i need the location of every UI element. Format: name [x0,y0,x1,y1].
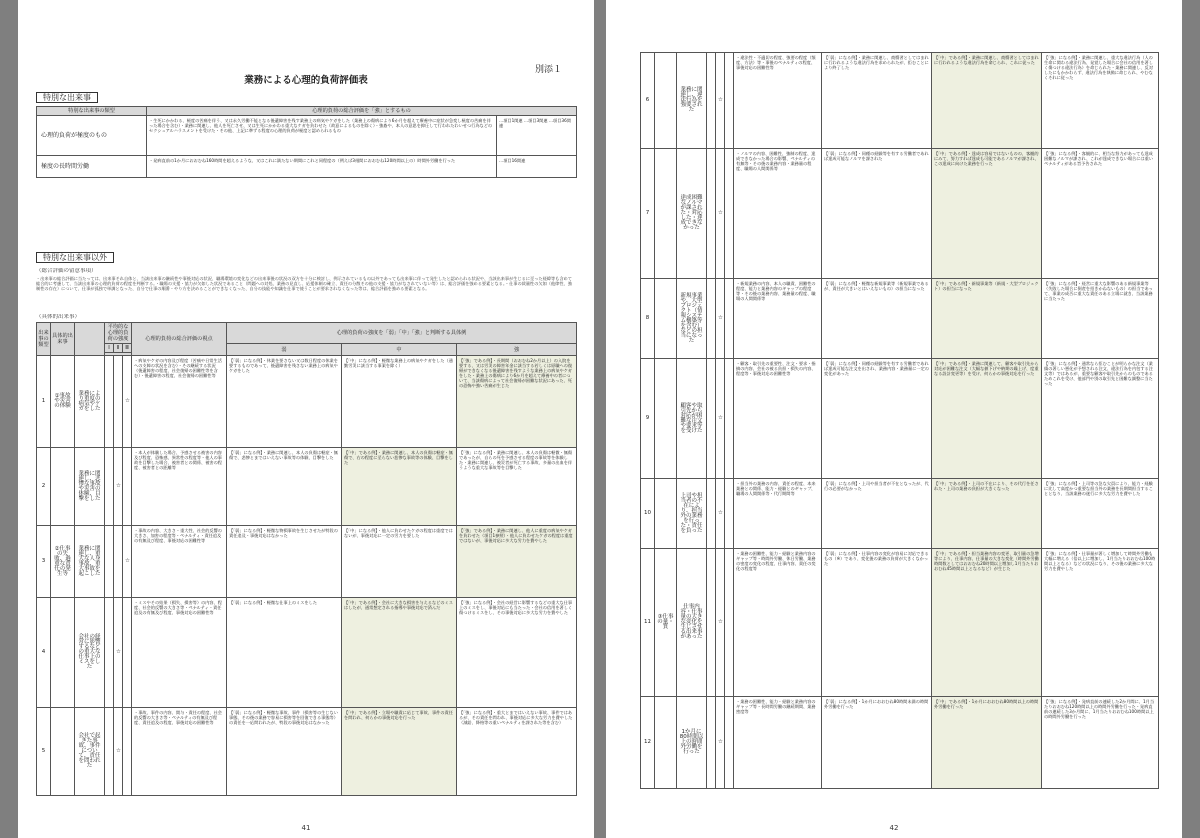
row-medium: 【「中」である例】・業務に関連し、本人の負傷は軽症・無傷で、右の程度に至らない悲惨な事故等の体験、目撃をした [342,448,457,526]
row-no: 9 [641,359,655,479]
row-view: ・顧客・取引先の重要性、注文・要求・指摘の内容、会社の被る負担・損失の内容、程度等・事後対応の困難性等 [734,359,822,479]
row-strong: 【「強」になる例】・通常なら拒むことが明らかな注文（業績の著しい悪化が予想される注文、違法行為を内包する注文等）ではあるが、重要な顧客や取引先からのものであるためこれを受け、他部門や別の取引先と困難な調整に当たった [1042,359,1159,479]
special-refs-overtime: …項目16関連 [497,156,577,178]
row-event: 1か月に80時間以上の時間外労働を行った [677,697,707,789]
row-strong: 【「強」になる例】・発病直前の連続した2か月間に、1月当たりおおむね120時間以上の時間外労働を行った・発病直前の連続した3か月間に、1月当たりおおむね100時間以上の時間外労働を行った [1042,697,1159,789]
row-view: ・業務の困難性、能力・経験と業務内容のギャップ等・長時間労働の継続期間、業務密度等 [734,697,822,789]
col-strong: 強 [457,344,577,356]
row-no: 11 [641,549,655,697]
row-view: ・担当外の業務の内容、責任の程度、本来業務との関係、能力・経験とのギャップ、職場の人間関係等・代行期間等 [734,479,822,549]
notes-title: （総合評価の留意事項） [36,268,97,274]
events-table-left [36,322,577,796]
row-strong: 【「強」になる例】・業務に関連し、重大な違法行為（人の生命に関わる違法行為、発覚した場合に会社の信用を著しく傷つける違法行為）を命じられた・業務に関連し、反対したにもかかわらず、違法行為を執拗に命じられ、やむなくそれに従った [1042,53,1159,149]
row-event: 業務に関連し、違法行為を強要された [677,53,707,149]
row-medium: 【「中」である例】・業務に関連し、商慣習としてはまれに行われるような違法行為を命じられ、これに従った [932,53,1042,149]
page-number-right: 42 [889,824,899,832]
row-medium: 【「中」になる例】・他人に負わせたケガの程度は重度ではないが、事後対応に一定の労力を要した [342,526,457,598]
row-no: 12 [641,697,655,789]
row-no: 2 [37,448,51,526]
table-row [641,279,1159,359]
row-category [51,598,75,708]
col-blank [75,323,105,356]
row-category [51,448,75,526]
row-strong: 【「強」になる例】・上司等の急な欠員により、能力・経験に比して高度かつ重要な担当外の業務を長期間担当することとなり、当該業務の遂行に多大な労力を費やした [1042,479,1159,549]
col-avg-ii: Ⅱ [114,344,123,353]
row-medium: 【「中」である例】・立場や職責に応じて事故、事件の責任を問われ、何らかの事後対応を行った [342,708,457,796]
special-col-rating: 心理的負荷の総合評価を「強」とするもの [147,107,577,116]
row-no: 5 [37,708,51,796]
special-events-table [36,106,577,178]
strength-star: ☆ [114,448,123,526]
special-type-overtime: 極度の長時間労働 [37,156,147,178]
row-weak: 【「弱」になる例】・上司や担当者が不在となったが、代行の必要がなかった [822,479,932,549]
row-view: ・病気やケガの内容及び程度（苦痛や日常生活への支障の状況を含む）・その継続する状況（後遺障害の程度、社会復帰の困難性等を含む）・後遺障害の程度、社会復帰の困難性等 [132,356,227,448]
row-view: ・ミスやその結果（損失、損害等）の内容、程度、社会的反響の大きさ等・ペナルティ・責任追及の有無及び程度、事後対応の困難性等 [132,598,227,708]
col-examples: 心理的負荷の強度を「弱」「中」「強」と判断する具体例 [227,323,577,344]
row-category [655,149,677,279]
special-text-overtime: ・発病直前の1か月におおむね160時間を超えるような、又はこれに満たない期間にこれと同程度の（例えば3週間におおむね120時間以上の）時間外労働を行った [147,156,497,178]
row-view: ・業務の困難性、能力・経験と業務内容のギャップ等・時間外労働、休日労働、業務の密度の変化の程度、仕事内容、責任の変化の程度等 [734,549,822,697]
col-weak: 弱 [227,344,342,356]
table-row [37,708,577,796]
row-strong: 【「強」になる例】・会社の経営に影響するなどの重大な仕事上のミスをし、事後対応にも当たった・会社の信用を著しく傷つけるミスをし、その事後対応に多大な労力を費やした [457,598,577,708]
row-no: 7 [641,149,655,279]
row-medium: 【「中」である例】・担当業務内容の変更、取引量の急増等により、仕事内容、仕事量の大きな変化（時間外労働時間数としてはおおむね20時間以上増加し1月当たりおおむね45時間以上となるなど）が生じた [932,549,1042,697]
row-medium: 【「中」である例】・1か月におおむね80時間以上の時間外労働を行った [932,697,1042,789]
row-view: ・新規業務の内容、本人の職責、困難性の程度、能力と業務内容のギャップの程度等・その後の業務内容、業務量の程度、職場の人間関係等 [734,279,822,359]
row-event: 仕事内容・仕事量の大きな変化を生じさせる出来事があった [677,549,707,697]
table-row [37,598,577,708]
table-row [641,697,1159,789]
row-medium: 【「中」になる例】・軽微な業務上の病気やケガをした（通勤労災に該当する事案を除く） [342,356,457,448]
table-row [641,479,1159,549]
special-section-label: 特別な出来事 [36,92,98,103]
notes-body: ・出来事の総合評価に当たっては、出来事それ自体と、当該出来事の継続性や事後対応の状況、職場環境の変化などの出来事後の状況の双方を十分に検討し、例示されているもの以外であっても出来事に伴って発生したと認められる状況や、当該出来事が生じるに至った経緯等も含めて総合的に考慮して、当該出来事の心理的負荷の程度を判断する。・職場の支援・協力が欠如した状況であること（問題への対処、業務の見直し、応援体制の確立、責任の分散その他の支援・協力がなされていない等）は、総合評価を強める要素となる。・仕事の裁量性の欠如（他律性、強制性の存在）について、仕事が孤独で単調となった、自分で仕事の順番・やり方を決めることができなくなった、自分の技能や知識を仕事で使うことが要求されなくなった等は、総合評価を強める要素となる。 [36,276,572,291]
strength-star: ☆ [114,598,123,708]
strength-star: ☆ [716,359,725,479]
col-event: 具体的出来事 [51,323,75,356]
special-text-extreme: ・生死にかかわる、極度の苦痛を伴う、又は永久労働不能となる後遺障害を残す業務上の病気やケガをした（業務上の傷病により6か月を超えて療養中に症状が急変し極度の苦痛を伴った場合を含む）・業務に関連し、他人を死亡させ、又は生死にかかわる重大なケガを負わせた（故意によるものを除く）・強姦や、本人の意思を抑圧して行われたわいせつ行為などのセクシュアルハラスメントを受けた・その他、上記に準ずる程度の心理的負荷が極度と認められるもの [147,116,497,156]
table-row [641,149,1159,279]
row-strong: 【「強」である例】・長期間（おおむね2か月以上）の入院を要する、又は労災の障害年金に該当する若しくは原職への復帰ができなくなる後遺障害を残すような業務上の病気やケガをした・業務上の傷病により6か月を超えて療養中の者について、当該傷病によって社会復帰が困難な状況にあった、死の恐怖や強い苦痛が生じた [457,356,577,448]
table-row [37,356,577,448]
special-refs-extreme: …項目1関連 …項目3関連 …項目36関連 [497,116,577,156]
page-title: 業務による心理的負荷評価表 [244,75,368,86]
specific-title: （具体的出来事） [36,314,81,320]
row-event: 業務に関連し、重大な人身事故、重大事故を起こした [75,526,105,598]
row-event: 会社の経営に影響するなどの重大な仕事上のミスをした [75,598,105,708]
row-weak: 【「弱」になる例】・同種の経験等を有する労働者であれば達成可能な注文を出され、業務内容・業務量に一定の変化があった [822,359,932,479]
strength-star: ☆ [716,549,725,697]
row-category: ②仕事の失敗、過重な責任の発生等 [51,526,75,598]
row-event: 顧客や取引先から対応が困難な注文や要求等を受けた [677,359,707,479]
other-section-label: 特別な出来事以外 [36,252,114,263]
row-weak: 【「弱」になる例】・軽微な事故、事件（損害等の生じない事態、その後の業務で容易に損害等を回復できる事態等）の責任を一応問われたが、特段の事後対応はなかった [227,708,342,796]
row-weak: 【「弱」になる例】・軽微な物損事故を生じさせたが特段の責任追及・事後対応はなかった [227,526,342,598]
row-medium: 【「中」である例】・上司の不在により、その代行を任された・上司の業務の負担が大きくなった [932,479,1042,549]
annex-label: 別添１ [534,65,562,75]
row-category [655,697,677,789]
row-strong: 【「強」になる例】・業務に関連し、本人の負傷は軽微・無傷であったが、自らの死を予感させる程度の事故等を体験した・業務に関連し、被災者が死亡する事故、多量の出血を伴うような重大な事故等を目撃した [457,448,577,526]
table-row [641,549,1159,697]
row-no: 8 [641,279,655,359]
row-medium: 【「中」である例】・新規事業等（新規・大型プロジェクト）の担当になった [932,279,1042,359]
row-strong: 【「強」になる例】・仕事量が著しく増加して時間外労働も大幅に増える（倍以上に増加し、1月当たりおおむね100時間以上となる）などの状況になり、その後の業務に多大な労力を費やした [1042,549,1159,697]
strength-star: ☆ [123,526,132,598]
table-row [641,359,1159,479]
row-category [655,359,677,479]
strength-star: ☆ [114,708,123,796]
row-strong: 【「強」になる例】・客観的に、相当な努力があっても達成困難なノルマが課され、これが達成できない場合には重いペナルティがある旨予告された [1042,149,1159,279]
row-weak: 【「弱」になる例】・業務に関連し、本人の負傷は軽症・無傷で、悲惨とまではいえない事故等の体験、目撃をした [227,448,342,526]
col-view: 心理的負荷の総合評価の視点 [132,323,227,356]
row-event: 業務に関連し、悲惨な事故や災害の体験、目撃をした [75,448,105,526]
row-category: ③仕事の量・質 [655,549,677,697]
strength-star: ☆ [716,479,725,549]
row-weak: 【「弱」になる例】・軽微な仕事上のミスをした [227,598,342,708]
row-event: 新規事業や、大型プロジェクト（情報システム構築等を含む）などの担当になった [677,279,707,359]
row-medium: 【「中」である例】・達成は容易ではないものの、客観的にみて、努力すれば達成も可能であるノルマが課され、この達成に向けた業務を行った [932,149,1042,279]
table-row [37,526,577,598]
table-row [641,53,1159,149]
row-view: ・事故、事件の内容、関与・責任の程度、社会的反響の大きさ等・ペナルティの有無及び程度、責任追及の程度、事後対応の困難性等 [132,708,227,796]
row-view: ・本人が体験した場合、予感させる被害の内容及び程度、恐怖感、異常性の程度等・他人の事故を目撃した場合、被害者との関係、被害の程度、被害者との距離等 [132,448,227,526]
row-medium: 【「中」である例】・会社に大きな損害を与えるなどのミスはしたが、通常想定される指導や事後対応で済んだ [342,598,457,708]
strength-star: ☆ [716,53,725,149]
col-avg-i: Ⅰ [105,344,114,353]
row-no: 4 [37,598,51,708]
row-category [655,479,677,549]
row-medium: 【「中」である例】・業務に関連して、顧客や取引先から対応が困難な注文（大幅な値下げや納期の繰上げ、度重なる設計変更等）を受け、何らかの事後対応を行った [932,359,1042,479]
special-type-extreme: 心理的負荷が極度のもの [37,116,147,156]
row-weak: 【「弱」になる例】・業務に関連し、商慣習としてはまれに行われるような違法行為を求められたが、拒むことにより終了した [822,53,932,149]
strength-star: ☆ [716,149,725,279]
row-category [655,279,677,359]
col-avg-iii: Ⅲ [123,344,132,353]
page-number-left: 41 [301,824,311,832]
col-medium: 中 [342,344,457,356]
row-event: 会社で起きた事故、事件について、責任を問われた [75,708,105,796]
row-strong: 【「強」になる例】・経営に重大な影響のある新規事業等（失敗した場合に倒産を招きかねないもの）の担当であって、事業の成否に重大な責任のある立場に就き、当該業務に当たった [1042,279,1159,359]
row-weak: 【「弱」になる例】・同種の経験等を有する労働者であれば達成可能なノルマを課された [822,149,932,279]
row-weak: 【「弱」になる例】・仕事内容の変化が容易に対応できるもの（※）であり、変化後の業務の負荷が大きくなかった [822,549,932,697]
row-no: 1 [37,356,51,448]
strength-star: ☆ [716,697,725,789]
row-category: ①事故や災害の体験 [51,356,75,448]
row-no: 6 [641,53,655,149]
events-table-right [640,52,1159,789]
row-strong: 【「強」である例】・業務に関連し、他人に重度の病気やケガを負わせた（項目1参照）・他人に負わせたケガの程度は重度ではないが、事後対応に多大な労力を費やした [457,526,577,598]
row-category [655,53,677,149]
row-no: 10 [641,479,655,549]
row-view: ・事故の内容、大きさ・重大性、社会的反響の大きさ、加害の程度等・ペナルティ・責任追及の有無及び程度、事後対応の困難性等 [132,526,227,598]
row-view: ・ノルマの内容、困難性、強制の程度、達成できなかった場合の影響、ペナルティの有無等・その後の業務内容・業務量の程度、職場の人間関係等 [734,149,822,279]
row-event: 上司や担当者の不在により、担当外の業務を行った・責任を負った [677,479,707,549]
row-no: 3 [37,526,51,598]
row-view: ・違法性・不適切の程度、強要の程度（頻度、方法）等・事後のペナルティの程度、事後対応の困難性等 [734,53,822,149]
row-weak: 【「弱」になる例】・軽微な新規事業等（新規事業であるが、責任が大きいとはいえないもの）の担当になった [822,279,932,359]
table-row [37,448,577,526]
row-event: 業務により重度の病気やケガをした [75,356,105,448]
page-42 [606,0,1182,838]
strength-star: ☆ [123,356,132,448]
col-type: 出来事の類型 [37,323,51,356]
row-strong: 【「強」になる例】・重大とまではいえない事故、事件ではあるが、その責任を問われ、事後対応に多大な労力を費やした（減給、降格等の重いペナルティを課された等を含む） [457,708,577,796]
col-avg: 平均的な心理的負荷の強度 [105,323,132,344]
row-category [51,708,75,796]
row-weak: 【「弱」になる例】・1か月におおむね80時間未満の時間外労働を行った [822,697,932,789]
page-41 [18,0,594,838]
row-weak: 【「弱」になる例】・休業を要さない又は数日程度の休業を要するものであって、後遺障害を残さない業務上の病気やケガをした [227,356,342,448]
strength-star: ☆ [716,279,725,359]
row-event: 達成困難なノルマが課された・対応した・達成できなかった [677,149,707,279]
special-col-type: 特別な出来事の類型 [37,107,147,116]
